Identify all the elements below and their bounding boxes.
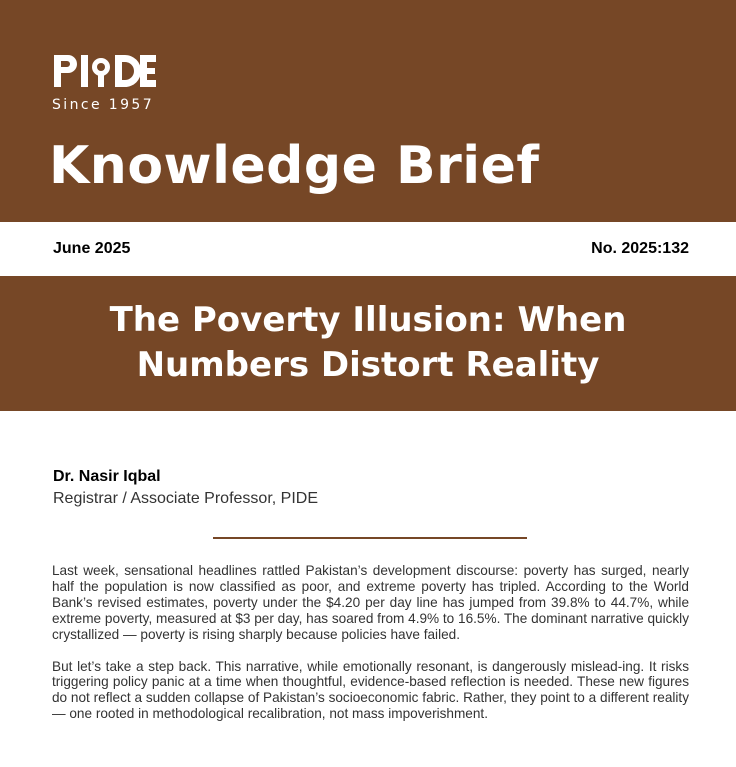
author-block — [53, 466, 318, 510]
pide-logo-icon — [52, 52, 162, 92]
author-role: Registrar / Associate Professor, PIDE — [53, 490, 318, 507]
title-band — [0, 276, 736, 411]
meta-row — [0, 222, 736, 276]
page-title — [40, 298, 696, 388]
divider — [213, 537, 527, 539]
publication-date: June 2025 — [53, 240, 131, 257]
title-line-2: Numbers Distort Reality — [136, 345, 600, 385]
article-body — [52, 563, 689, 738]
brief-number: No. 2025:132 — [591, 240, 689, 257]
brief-title: Knowledge Brief — [49, 136, 540, 196]
title-line-1: The Poverty Illusion: When — [109, 300, 627, 340]
header-band — [0, 0, 736, 222]
paragraph-1: Last week, sensational headlines rattled Pakistan’s development discourse: poverty has surged, nearly half the population is now classified as poor, and extreme poverty has tripled. According to the World Bank’s revised estimates, poverty under the $4.20 per day line has jumped from 39.8% to 44.7%, while extreme poverty, measured at $3 per day, has soared from 4.9% to 16.5%. The dominant narrative quickly crystallized — poverty is rising sharply because policies have failed. — [52, 563, 689, 642]
paragraph-2: But let’s take a step back. This narrative, while emotionally resonant, is dangerously mislead-ing. It risks triggering policy panic at a time when thoughtful, evidence-based reflection is needed. These new figures do not reflect a sudden collapse of Pakistan’s socioeconomic fabric. Rather, they point to a different reality — one rooted in methodological recalibration, not mass impoverishment. — [52, 658, 689, 722]
author-name: Dr. Nasir Iqbal — [53, 468, 161, 485]
since-label: Since 1957 — [52, 97, 155, 113]
